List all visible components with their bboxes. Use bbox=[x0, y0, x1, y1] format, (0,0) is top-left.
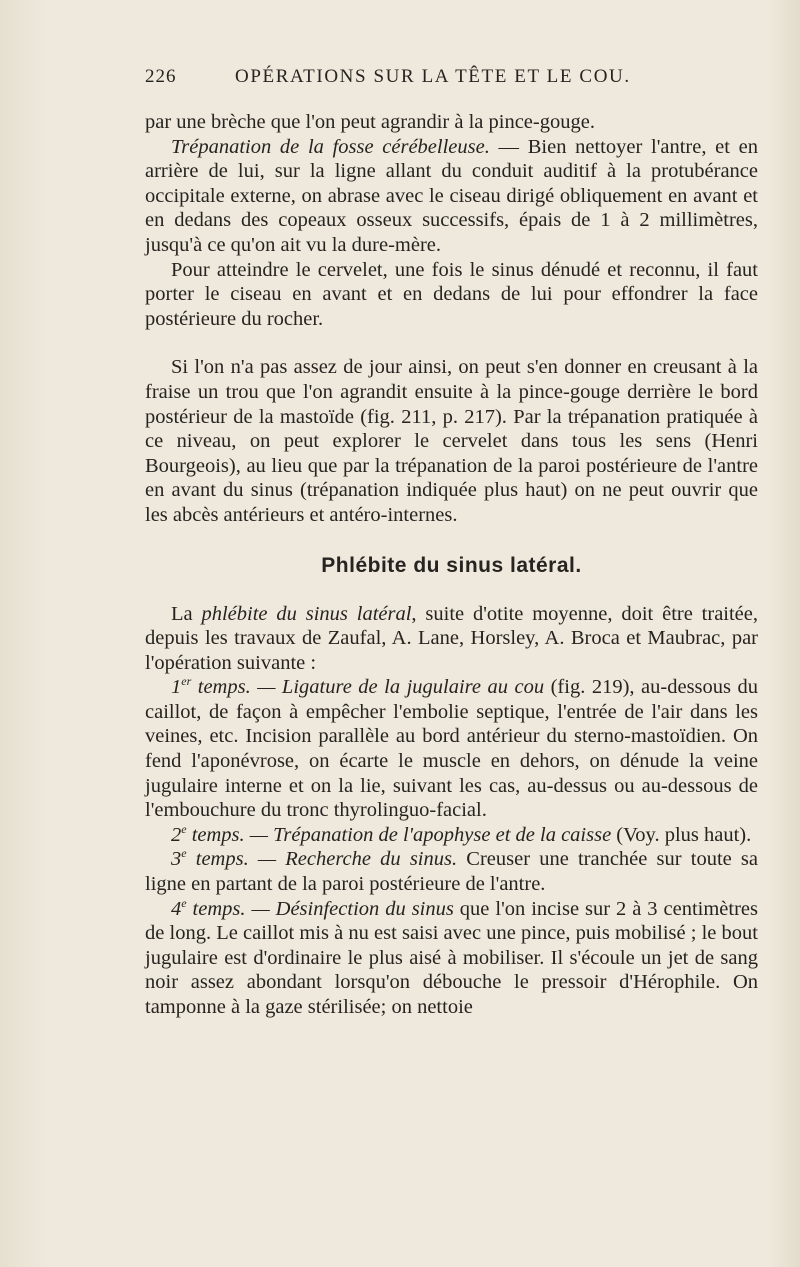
step-2 bbox=[145, 823, 758, 848]
paragraph-trepanation bbox=[145, 135, 758, 258]
running-title: OPÉRATIONS SUR LA TÊTE ET LE COU. bbox=[235, 66, 631, 87]
step-4 bbox=[145, 897, 758, 1020]
step-text: Creuser une tranchée sur toute sa ligne en partant de la paroi postérieure de l'antre. bbox=[145, 848, 758, 896]
paragraph-fraise bbox=[145, 355, 758, 527]
paragraph-intro bbox=[145, 602, 758, 676]
step-text: que l'on incise sur 2 à 3 centimètres de long. Le caillot mis à nu est saisi avec une pince, puis mobilisé ; le bout jugulaire est d'ordinaire le plus aisé à mobiliser. Il s'écoule un jet de sang noir assez abondant lorsqu'on débouche le pressoir d'Hérophile. On tamponne à la gaze stérilisée; on nettoie bbox=[145, 897, 758, 1018]
step-title: — Trépanation de l'apophyse et de la caisse bbox=[244, 823, 612, 846]
step-number: 3e temps. bbox=[171, 846, 249, 871]
paragraph-text: Pour atteindre le cervelet, une fois le sinus dénudé et reconnu, il faut porter le ciseau en avant et en dedans de lui pour effondrer la face postérieure du rocher. bbox=[145, 258, 758, 330]
body-text bbox=[145, 110, 758, 1020]
section-heading: Phlébite du sinus latéral. bbox=[321, 553, 582, 577]
paragraph-text: Si l'on n'a pas assez de jour ainsi, on peut s'en donner en creusant à la fraise un trou que l'on agrandit ensuite à la pince-gouge derrière le bord postérieur de la mastoïde (fig. 211, p. 217). Par la trépanation pratiquée à ce niveau, on peut explorer le cervelet dans tous les sens (Henri Bourgeois), au lieu que par la trépanation de la paroi postérieure de l'antre en avant du sinus (trépanation indiquée plus haut) on ne peut ouvrir que les abcès antérieurs et antéro-internes. bbox=[145, 356, 758, 526]
step-text: (fig. 219), au-dessous du caillot, de façon à empêcher l'embolie septique, l'entrée de l'air dans les veines, etc. Incision parallèle au bord antérieur du sterno-mastoïdien. On fend l'aponévrose, on écarte le muscle en dehors, on dénude la veine jugulaire interne et on la lie, suivant les cas, au-dessus ou au-dessous de l'embouchure du tronc thyrolinguo-facial. bbox=[145, 676, 758, 822]
paragraph-continuation bbox=[145, 110, 758, 135]
step-number: 4e temps. bbox=[171, 895, 246, 920]
running-head bbox=[145, 66, 758, 90]
intro-term: phlébite du sinus latéral bbox=[201, 602, 412, 625]
paragraph-cervelet bbox=[145, 258, 758, 332]
paragraph-lead: Trépanation de la fosse cérébelleuse. bbox=[171, 135, 490, 158]
step-title: — Ligature de la jugulaire au cou bbox=[250, 676, 545, 699]
paragraph-text: — Bien nettoyer l'antre, et en arrière de lui, sur la ligne allant du conduit auditif à la protubérance occipitale externe, on abrase avec le ciseau dirigé obliquement en avant et en dedans des copeaux osseux successifs, épais de 1 à 2 millimètres, jusqu'à ce qu'on ait vu la dure-mère. bbox=[145, 135, 758, 256]
step-number: 1er temps. bbox=[171, 674, 251, 699]
paragraph-text: par une brèche que l'on peut agrandir à la pince-gouge. bbox=[145, 111, 595, 133]
step-title: — Désinfection du sinus bbox=[245, 897, 454, 920]
intro-after: , suite d'otite moyenne, doit être traitée, depuis les travaux de Zaufal, A. Lane, Horsley, A. Broca et Maubrac, par l'opération suivante : bbox=[145, 602, 759, 674]
intro-before: La bbox=[171, 602, 202, 625]
page-number: 226 bbox=[145, 66, 177, 87]
step-text: (Voy. plus haut). bbox=[611, 823, 752, 846]
step-3 bbox=[145, 847, 758, 896]
step-1 bbox=[145, 675, 758, 823]
step-number: 2e temps. bbox=[171, 822, 245, 846]
step-title: — Recherche du sinus. bbox=[248, 848, 458, 871]
